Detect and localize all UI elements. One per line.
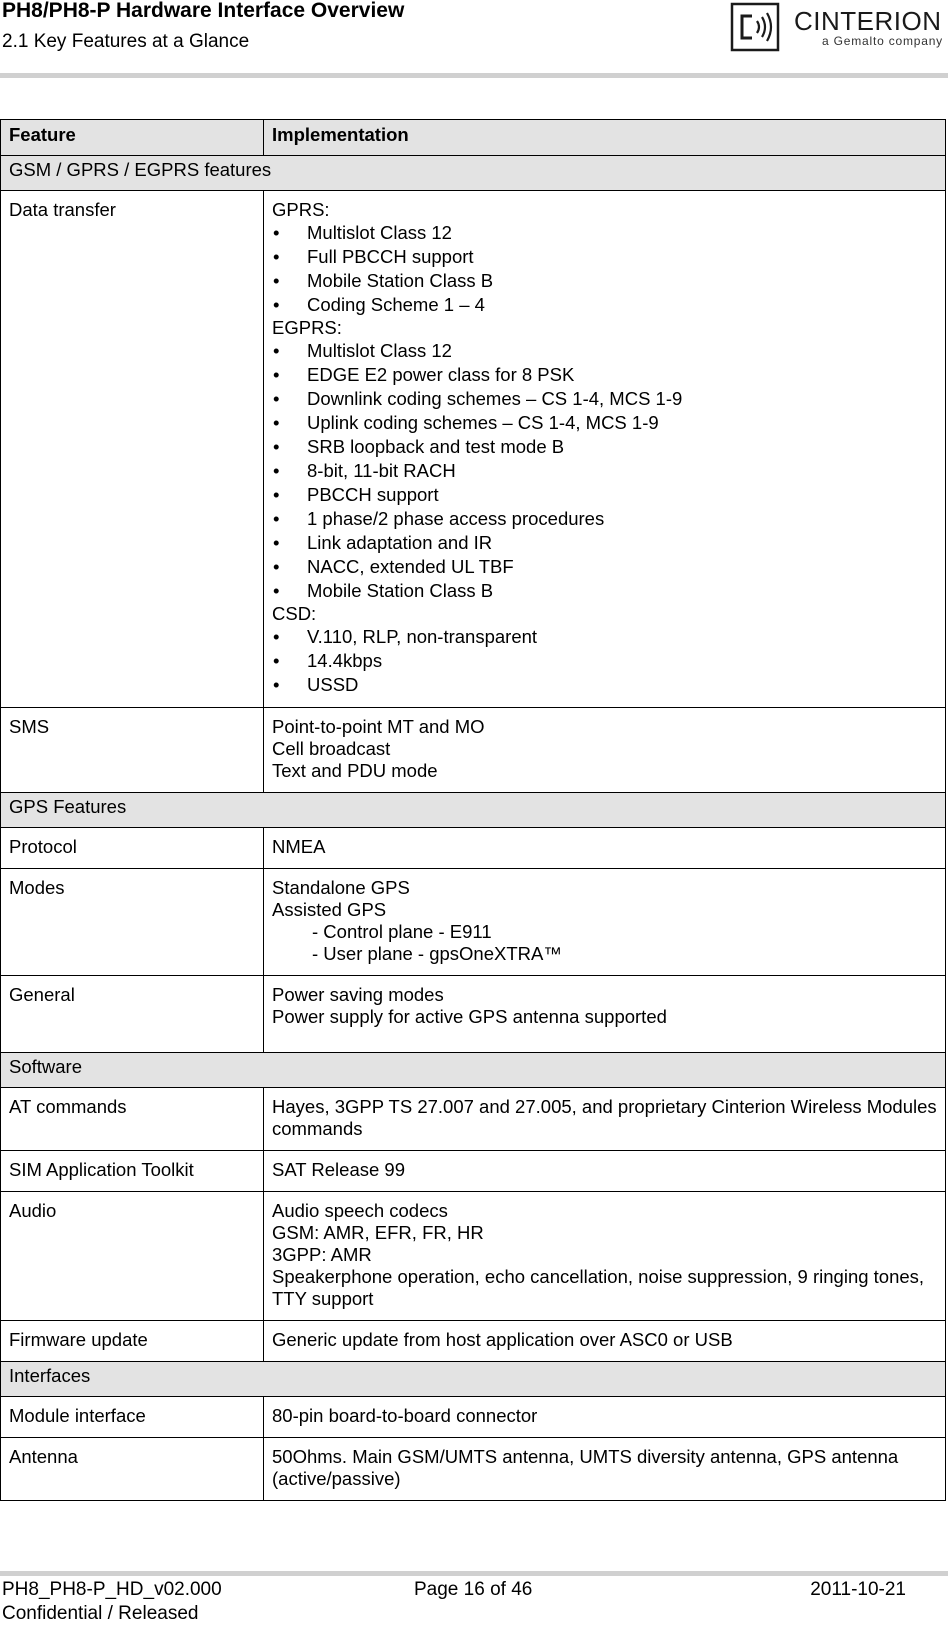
table-row (1, 708, 946, 793)
list-item: • Mobile Station Class B (273, 580, 494, 601)
implementation-cell: Standalone GPS Assisted GPS - Control plane - E911 - User plane - gpsOneXTRA™ (264, 869, 946, 976)
feature-label: Antenna (1, 1438, 264, 1501)
implementation-cell: Generic update from host application over ASC0 or USB (264, 1321, 946, 1362)
section-row-gsm (1, 156, 946, 191)
list-item: • 1 phase/2 phase access procedures (273, 508, 605, 529)
table-row (1, 191, 946, 708)
column-header-feature: Feature (1, 120, 264, 156)
implementation-cell: SAT Release 99 (264, 1151, 946, 1192)
list-item: • Multislot Class 12 (273, 340, 452, 361)
list-item: • V.110, RLP, non-transparent (273, 626, 538, 647)
section-title: GPS Features (1, 793, 946, 828)
list-item: • Multislot Class 12 (273, 222, 452, 243)
list-item: • Mobile Station Class B (273, 270, 494, 291)
feature-label: Modes (1, 869, 264, 976)
feature-label: SMS (1, 708, 264, 793)
list-item: • Link adaptation and IR (273, 532, 493, 553)
table-row (1, 1397, 946, 1438)
list-item: • NACC, extended UL TBF (273, 556, 514, 577)
logo-name: CINTERION (794, 6, 942, 36)
feature-label: Data transfer (1, 191, 264, 708)
list-item: • PBCCH support (273, 484, 439, 505)
feature-label: AT commands (1, 1088, 264, 1151)
feature-label: Module interface (1, 1397, 264, 1438)
list-item: • SRB loopback and test mode B (273, 436, 565, 457)
table-row (1, 1151, 946, 1192)
footer-doc-id: PH8_PH8-P_HD_v02.000 (2, 1579, 222, 1600)
table-row (1, 1192, 946, 1321)
feature-label: General (1, 976, 264, 1053)
implementation-cell: Hayes, 3GPP TS 27.007 and 27.005, and proprietary Cinterion Wireless Modules commands (264, 1088, 946, 1151)
implementation-cell (264, 191, 946, 708)
signal-c-icon (730, 2, 780, 52)
section-title: Interfaces (1, 1362, 946, 1397)
list-item: • USSD (273, 674, 359, 695)
list-item: • Coding Scheme 1 – 4 (273, 294, 485, 315)
document-title: PH8/PH8-P Hardware Interface Overview (2, 0, 405, 22)
table-row (1, 869, 946, 976)
cinterion-logo (730, 2, 948, 52)
list-item: • 14.4kbps (273, 650, 383, 671)
table-row (1, 976, 946, 1053)
feature-label: Protocol (1, 828, 264, 869)
section-title: GSM / GPRS / EGPRS features (1, 156, 946, 191)
list-item: • Downlink coding schemes – CS 1-4, MCS 1-9 (273, 388, 683, 409)
column-header-implementation: Implementation (264, 120, 946, 156)
feature-label: Firmware update (1, 1321, 264, 1362)
section-row-gps (1, 793, 946, 828)
header-divider (0, 73, 948, 78)
footer-date: 2011-10-21 (810, 1579, 906, 1600)
page-header (0, 0, 948, 80)
feature-label: SIM Application Toolkit (1, 1151, 264, 1192)
section-row-software (1, 1053, 946, 1088)
list-item: • Uplink coding schemes – CS 1-4, MCS 1-9 (273, 412, 659, 433)
features-table (0, 119, 946, 1501)
implementation-cell: NMEA (264, 828, 946, 869)
table-row (1, 1321, 946, 1362)
egprs-heading: EGPRS: (272, 317, 342, 338)
section-row-interfaces (1, 1362, 946, 1397)
list-item: • Full PBCCH support (273, 246, 474, 267)
feature-label: Audio (1, 1192, 264, 1321)
table-row (1, 828, 946, 869)
implementation-cell: 80-pin board-to-board connector (264, 1397, 946, 1438)
footer-page-number: Page 16 of 46 (414, 1579, 533, 1600)
implementation-cell: Power saving modes Power supply for active GPS antenna supported (264, 976, 946, 1053)
gprs-heading: GPRS: (272, 199, 330, 220)
implementation-cell: Audio speech codecs GSM: AMR, EFR, FR, HR 3GPP: AMR Speakerphone operation, echo cancellation, noise suppression, 9 ringing tones, TTY support (264, 1192, 946, 1321)
footer-divider (0, 1571, 948, 1576)
csd-heading: CSD: (272, 603, 317, 624)
footer-classification: Confidential / Released (2, 1603, 199, 1624)
logo-tagline: a Gemalto company (822, 34, 943, 48)
section-title: Software (1, 1053, 946, 1088)
implementation-cell: Point-to-point MT and MO Cell broadcast Text and PDU mode (264, 708, 946, 793)
table-row (1, 1088, 946, 1151)
list-item: • EDGE E2 power class for 8 PSK (273, 364, 575, 385)
table-row (1, 1438, 946, 1501)
list-item: • 8-bit, 11-bit RACH (273, 460, 456, 481)
section-subtitle: 2.1 Key Features at a Glance (2, 31, 250, 52)
implementation-cell: 50Ohms. Main GSM/UMTS antenna, UMTS diversity antenna, GPS antenna (active/passive) (264, 1438, 946, 1501)
table-header-row (1, 120, 946, 156)
